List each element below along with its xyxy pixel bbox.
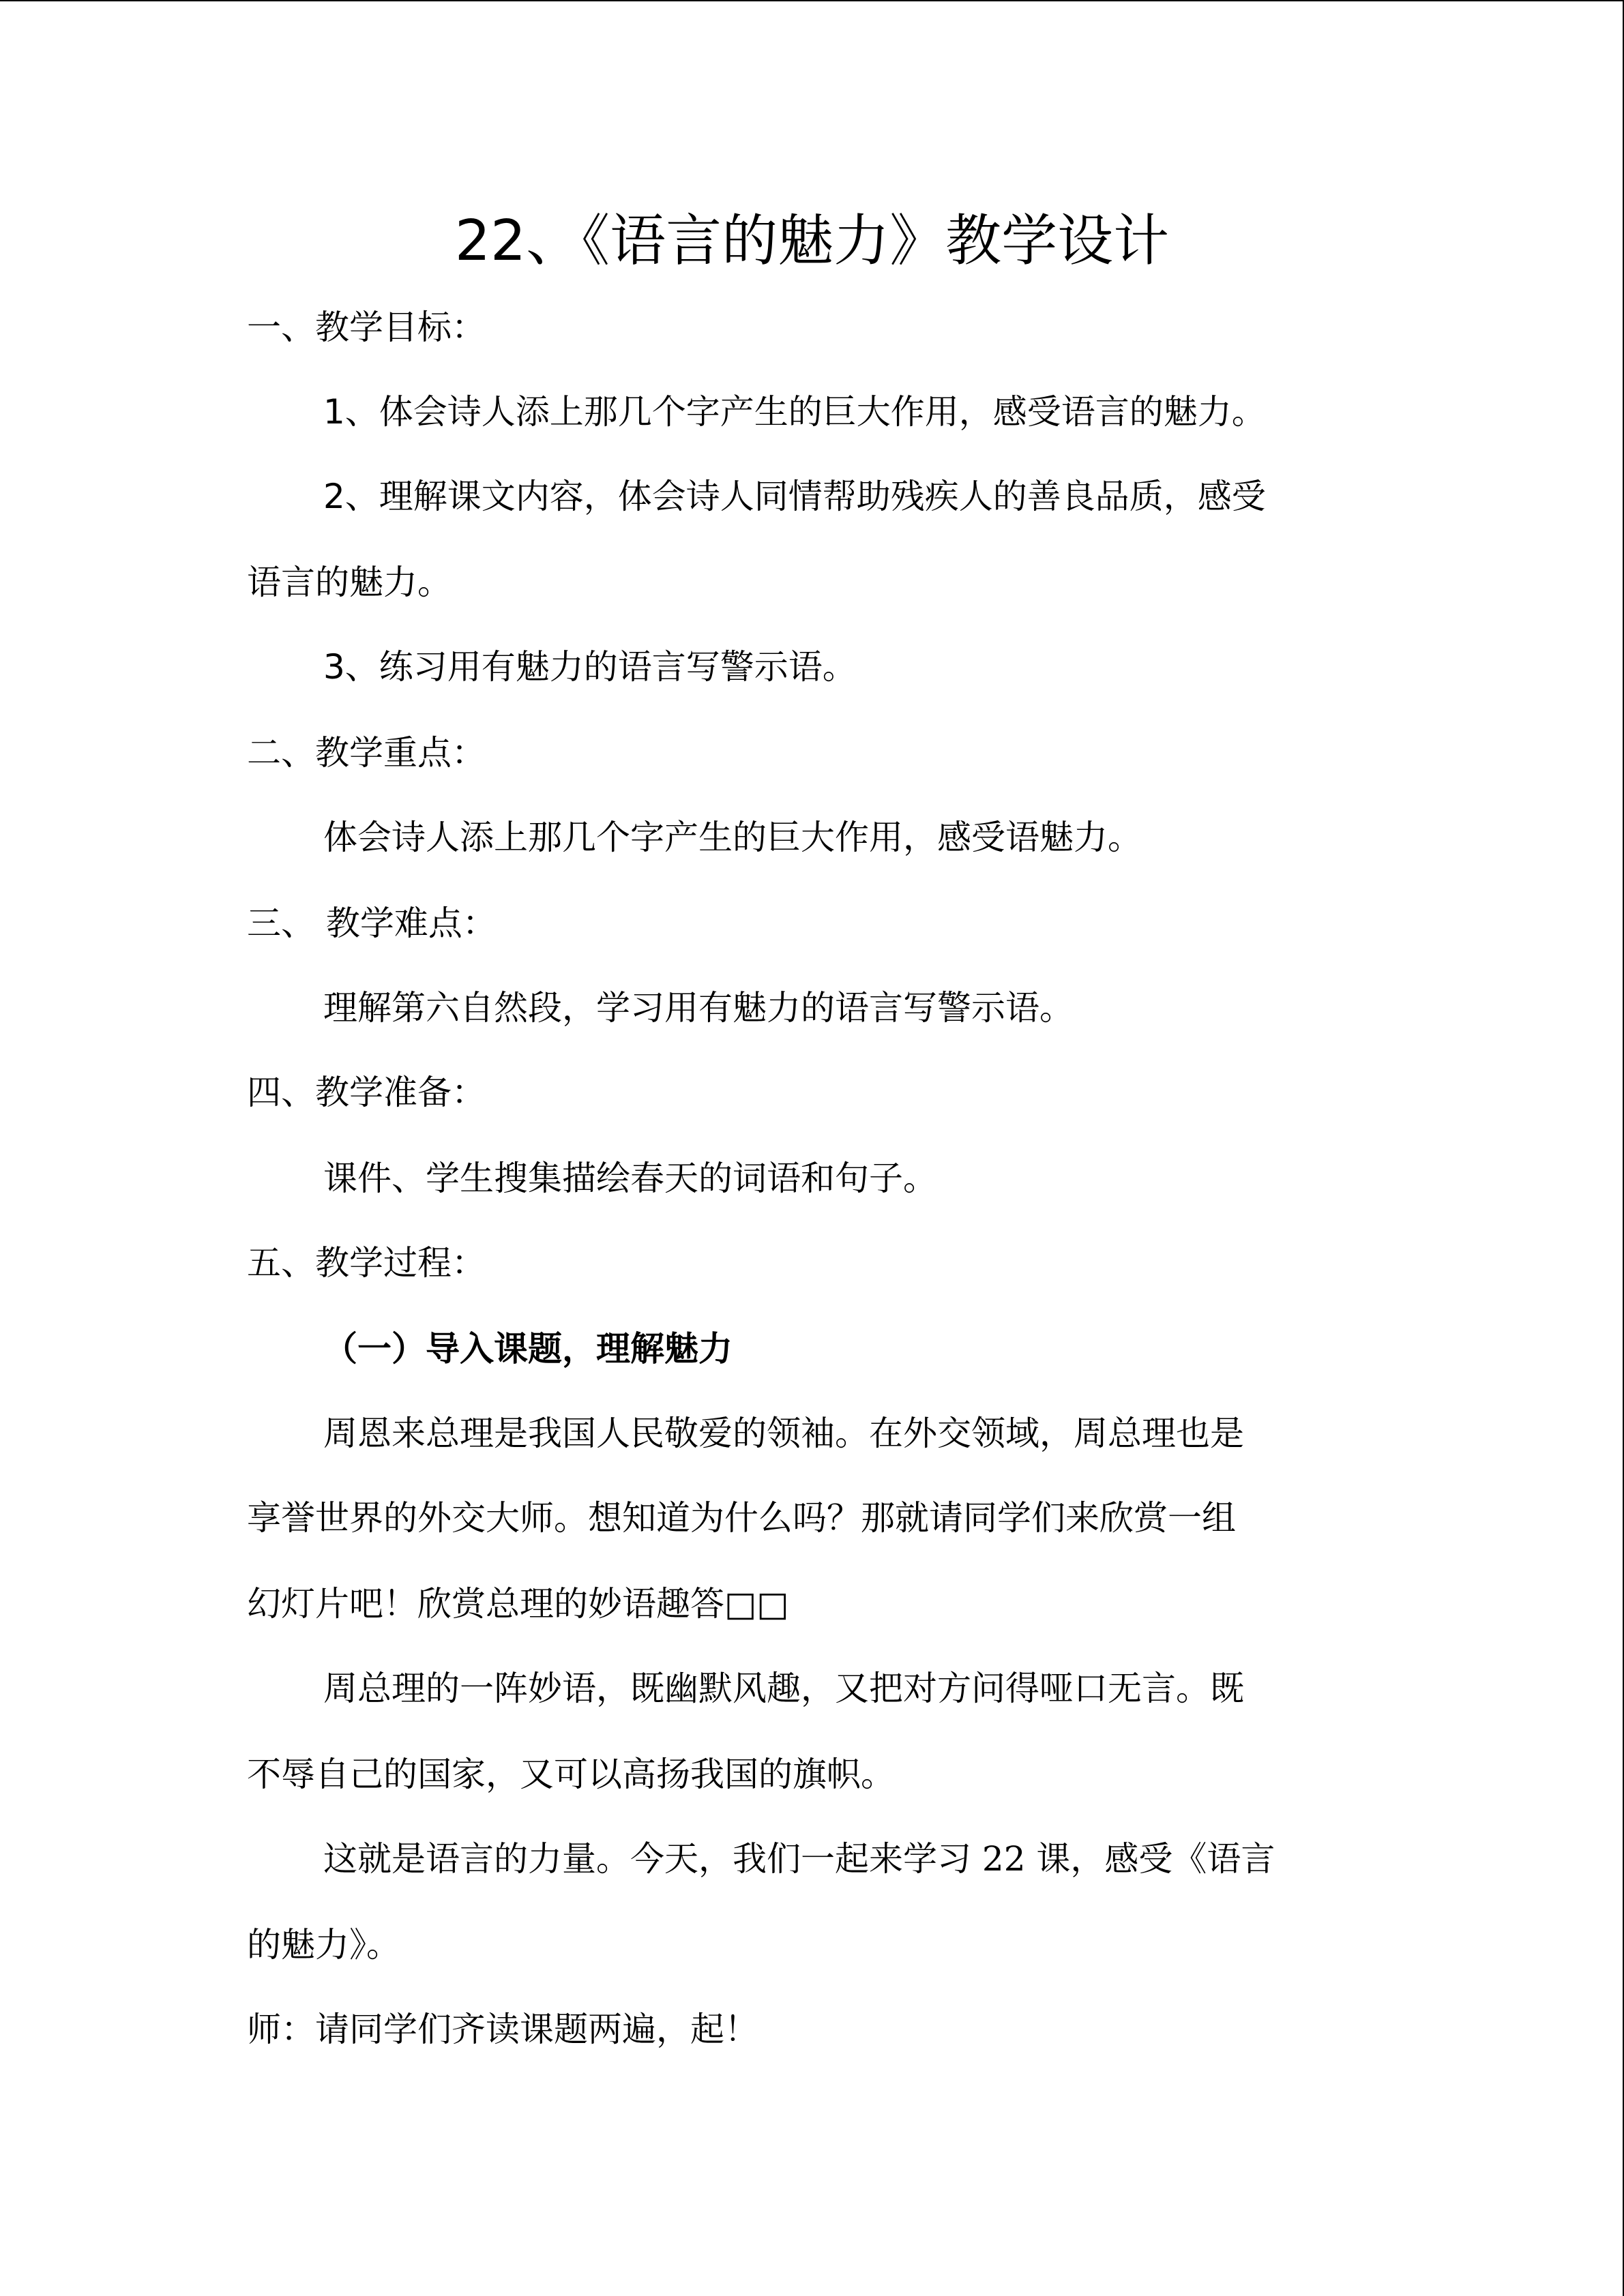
difficulties-text: 理解第六自然段，学习用有魅力的语言写警示语。: [323, 988, 1074, 1028]
document-title: 22、《语言的魅力》教学设计: [454, 209, 1170, 273]
objective-item-2-line-1: 2、理解课文内容，体会诗人同情帮助残疾人的善良品质，感受: [323, 477, 1266, 516]
objective-item-3: 3、练习用有魅力的语言写警示语。: [323, 647, 857, 687]
process-paragraph-1-line-2: 享誉世界的外交大师。想知道为什么吗？那就请同学们来欣赏一组: [247, 1498, 1236, 1538]
process-paragraph-2-line-1: 周总理的一阵妙语，既幽默风趣，又把对方问得哑口无言。既: [323, 1669, 1244, 1708]
process-paragraph-1-line-3: 幻灯片吧！欣赏总理的妙语趣答□□: [247, 1584, 789, 1624]
section-heading-process: 五、教学过程：: [247, 1243, 486, 1283]
section-heading-difficulties: 三、 教学难点：: [247, 904, 497, 943]
teacher-instruction-line: 师：请同学们齐读课题两遍，起！: [247, 2010, 758, 2049]
section-heading-key-points: 二、教学重点：: [247, 733, 486, 773]
process-paragraph-1-line-1: 周恩来总理是我国人民敬爱的领袖。在外交领域，周总理也是: [323, 1414, 1244, 1453]
preparation-text: 课件、学生搜集描绘春天的词语和句子。: [323, 1159, 937, 1198]
objective-item-1: 1、体会诗人添上那几个字产生的巨大作用，感受语言的魅力。: [323, 392, 1266, 432]
process-paragraph-3-line-1: 这就是语言的力量。今天，我们一起来学习 22 课，感受《语言: [323, 1839, 1275, 1879]
process-paragraph-2-line-2: 不辱自己的国家，又可以高扬我国的旗帜。: [247, 1755, 895, 1794]
objective-item-2-line-2: 语言的魅力。: [247, 563, 452, 602]
process-step-1-heading: （一）导入课题，理解魅力: [323, 1329, 733, 1369]
section-heading-preparation: 四、教学准备：: [247, 1073, 486, 1112]
process-paragraph-3-line-2: 的魅力》。: [247, 1925, 400, 1965]
key-points-text: 体会诗人添上那几个字产生的巨大作用，感受语魅力。: [323, 818, 1142, 857]
section-heading-objectives: 一、教学目标：: [247, 308, 486, 347]
